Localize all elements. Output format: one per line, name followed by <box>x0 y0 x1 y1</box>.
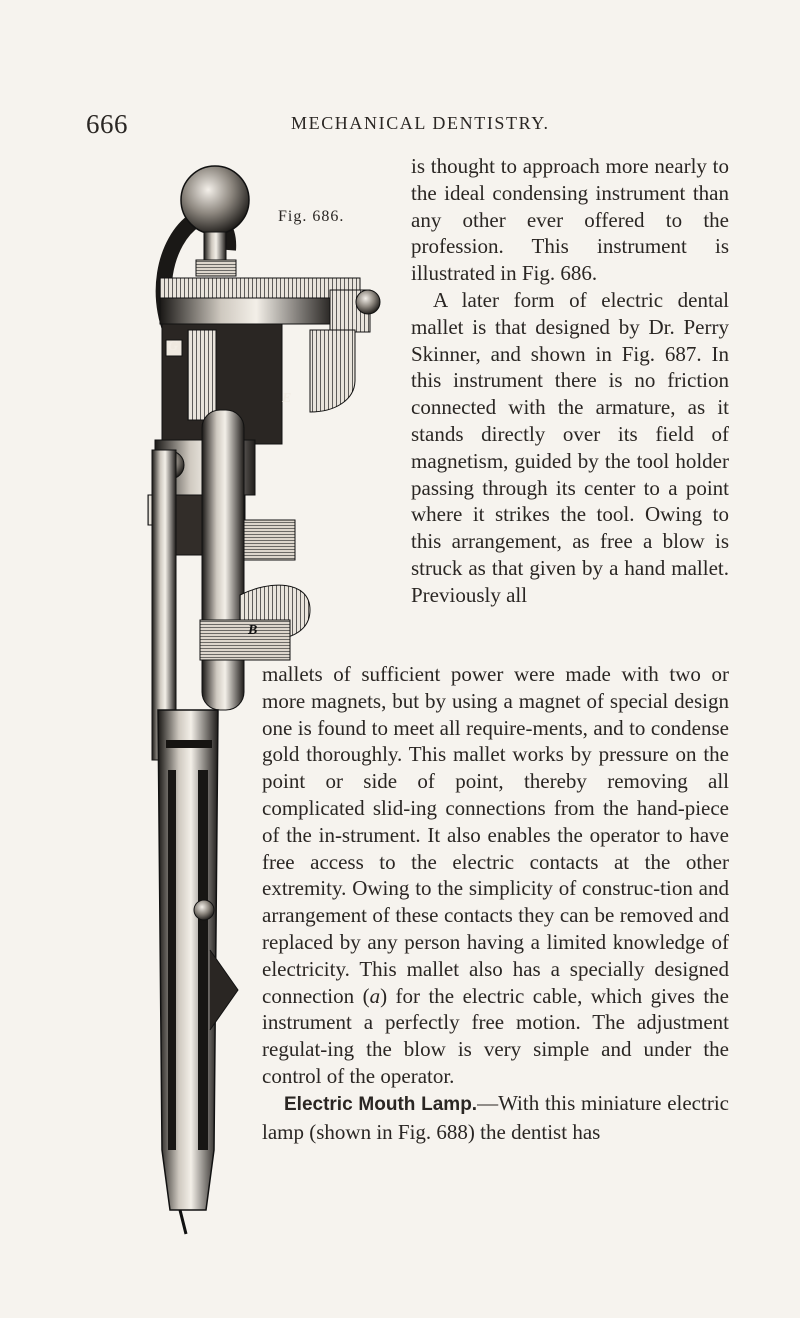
paragraph-3-body: —With this miniature electric lamp (shown in Fig. 688) the dentist has <box>262 1090 729 1144</box>
paragraph-3 <box>262 1090 729 1146</box>
text-column-full <box>262 661 729 1145</box>
figure-letter-e: E <box>282 391 292 406</box>
page-number: 666 <box>86 109 128 139</box>
text-column-right <box>411 153 729 609</box>
paragraph-2-text-a: mallets of sufficient power were made with two or more magnets, but by using a magnet of special design one is found to meet all require-ments, and to condense gold thoroughly. This mallet works by pressure on the point or side of point, thereby removing all complicated slid-ing connections from the hand-piece of the in-strument. It also enables the operator to have free access to the electric contacts at the other extremity. Owing to the simplicity of construc-tion and arrangement of these contacts they can be removed and replaced by any person having a limited knowledge of electricity. This mallet also has a specially designed connection ( <box>262 662 729 1008</box>
paragraph-2-start: A later form of electric dental mallet is that designed by Dr. Perry Skinner, and shown in Fig. 687. In this instrument there is no friction connected with the armature, as it stands directly over its field of magnetism, guided by the tool holder passing through its center to a point where it strikes the tool. Owing to this arrangement, as free a blow is struck as that given by a hand mallet. Previously all <box>411 287 729 607</box>
figure-label: Fig. 686. <box>278 208 345 225</box>
section-heading-mouth-lamp: Electric Mouth Lamp. <box>284 1093 478 1115</box>
running-head: MECHANICAL DENTISTRY. <box>291 113 550 133</box>
figure-letter-g: G <box>168 339 179 354</box>
connection-letter: a <box>369 983 381 1008</box>
paragraph-2-continued <box>262 661 729 1090</box>
figure-letter-b: B <box>248 623 258 638</box>
paragraph-1: is thought to approach more nearly to the ideal condensing instrument than any other ever offered to the profession. This instrument is illustrated in Fig. 686. <box>411 154 729 286</box>
paragraph-2-text-b: ) for the electric cable, which gives the instrument a perfectly free motion. The adjustment regulat-ing the blow is very simple and under the control of the operator. <box>262 983 730 1088</box>
